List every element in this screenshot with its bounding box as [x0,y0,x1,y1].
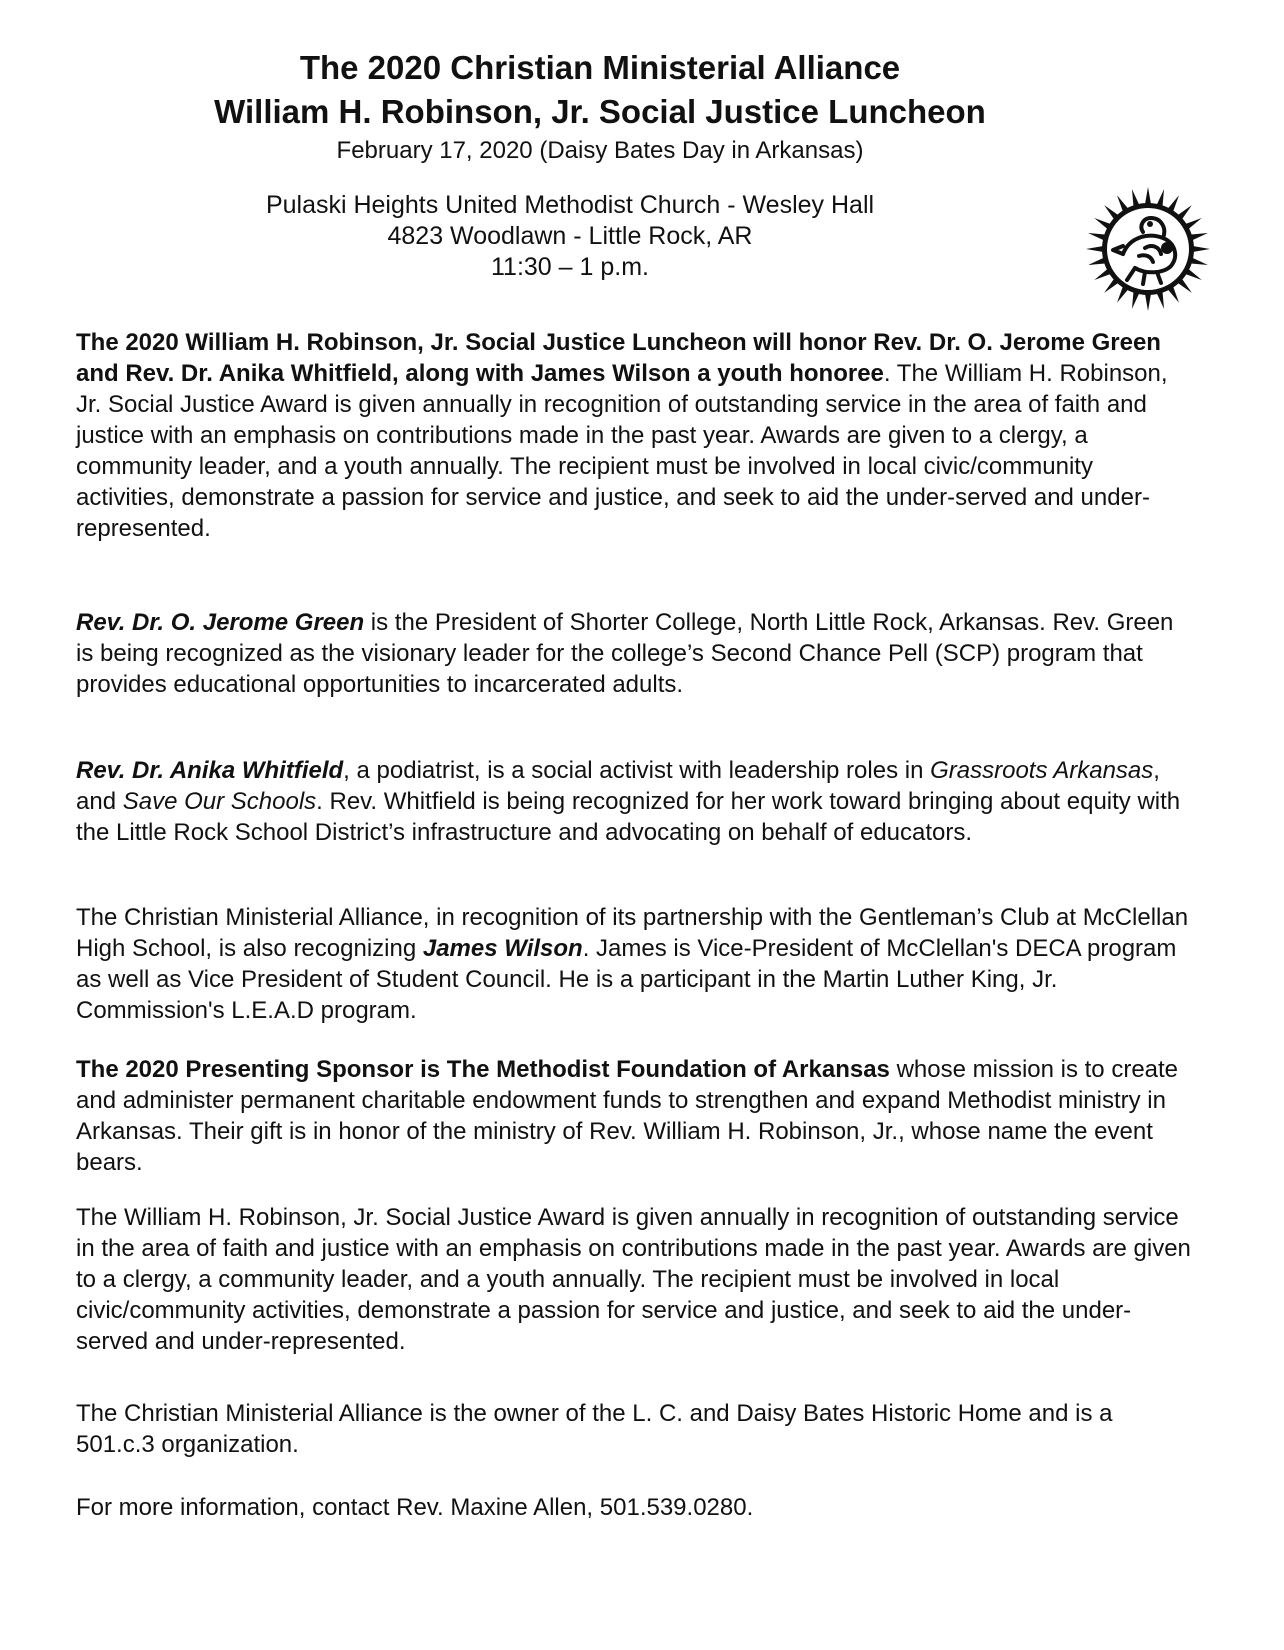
honoree-name-green: Rev. Dr. O. Jerome Green [76,609,365,636]
whitfield-text-3: . Rev. Whitfield is being recognized for her work toward bringing about equity with the Little Rock School District’s infrastructure and advocating on behalf of educators. [76,788,1181,846]
sunburst-ray [1086,246,1104,252]
honorees-announcement: The 2020 William H. Robinson, Jr. Social Justice Luncheon will honor Rev. Dr. O. Jerome Green and Rev. Dr. Anika Whitfield, along with James Wilson a youth honoree [76,329,1161,387]
venue-address: 4823 Woodlawn - Little Rock, AR [387,222,753,250]
honoree-name-whitfield: Rev. Dr. Anika Whitfield [76,757,344,784]
honoree-green-paragraph [76,607,1196,700]
whitfield-text-2: , and [76,757,1160,815]
whitfield-text-1: , a podiatrist, is a social activist with leadership roles in [343,757,931,784]
youth-text-2: . James is Vice-President of McClellan's DECA program as well as Vice President of Student Council. He is a participant in the Martin Luther King, Jr. Commission's L.E.A.D program. [76,935,1177,1024]
sunburst-ray [1145,293,1151,311]
intro-paragraph [76,327,1196,544]
venue-block [0,190,1140,283]
honoree-whitfield-paragraph [76,755,1196,848]
sponsor-text: whose mission is to create and administer permanent charitable endowment funds to strengthen and expand Methodist ministry in Arkansas. Their gift is in honor of the ministry of Rev. William H. Robinson, Jr., whose name the event bears. [76,1056,1179,1176]
sponsor-name: The 2020 Presenting Sponsor is The Methodist Foundation of Arkansas [76,1056,890,1083]
org-grassroots-arkansas: Grassroots Arkansas [930,757,1154,784]
title-line-1: The 2020 Christian Ministerial Alliance [299,49,901,86]
venue-location: Pulaski Heights United Methodist Church - Wesley Hall [265,191,875,219]
honoree-green-text: is the President of Shorter College, North Little Rock, Arkansas. Rev. Green is being recognized as the visionary leader for the college’s Second Chance Pell (SCP) program that provides educational opportunities to incarcerated adults. [76,609,1174,698]
honoree-name-wilson: James Wilson [422,935,583,962]
owner-paragraph: The Christian Ministerial Alliance is the owner of the L. C. and Daisy Bates Historic Home and is a 501.c.3 organization. [76,1400,1113,1458]
award-paragraph: The William H. Robinson, Jr. Social Justice Award is given annually in recognition of outstanding service in the area of faith and justice with an emphasis on contributions made in the past year. Awards are given to a clergy, a community leader, and a youth annually. The recipient must be involved in local civic/community activities, demonstrate a passion for service and justice, and seek to aid the under-served and under-represented. [76,1204,1191,1355]
sunburst-ray [1192,246,1210,252]
sponsor-paragraph [76,1054,1196,1178]
title-line-2: William H. Robinson, Jr. Social Justice Luncheon [214,93,986,130]
award-description-text: . The William H. Robinson, Jr. Social Justice Award is given annually in recognition of outstanding service in the area of faith and justice with an emphasis on contributions made in the past year. Awards are given to a clergy, a community leader, and a youth annually. The recipient must be involved in local civic/community activities, demonstrate a passion for service and justice, and seek to aid the under-served and under-represented. [76,360,1168,542]
youth-text-1: The Christian Ministerial Alliance, in recognition of its partnership with the Gentleman’s Club at McClellan High School, is also recognizing [76,904,1189,962]
event-date: February 17, 2020 (Daisy Bates Day in Arkansas) [336,137,864,164]
youth-honoree-paragraph [76,902,1196,1026]
sankofa-bird-sunburst-icon [1083,184,1213,314]
contact-paragraph: For more information, contact Rev. Maxine Allen, 501.539.0280. [76,1494,754,1521]
event-time: 11:30 – 1 p.m. [491,253,649,281]
org-save-our-schools: Save Our Schools [122,788,317,815]
sunburst-ray [1145,187,1151,205]
flyer-header [0,46,1200,168]
